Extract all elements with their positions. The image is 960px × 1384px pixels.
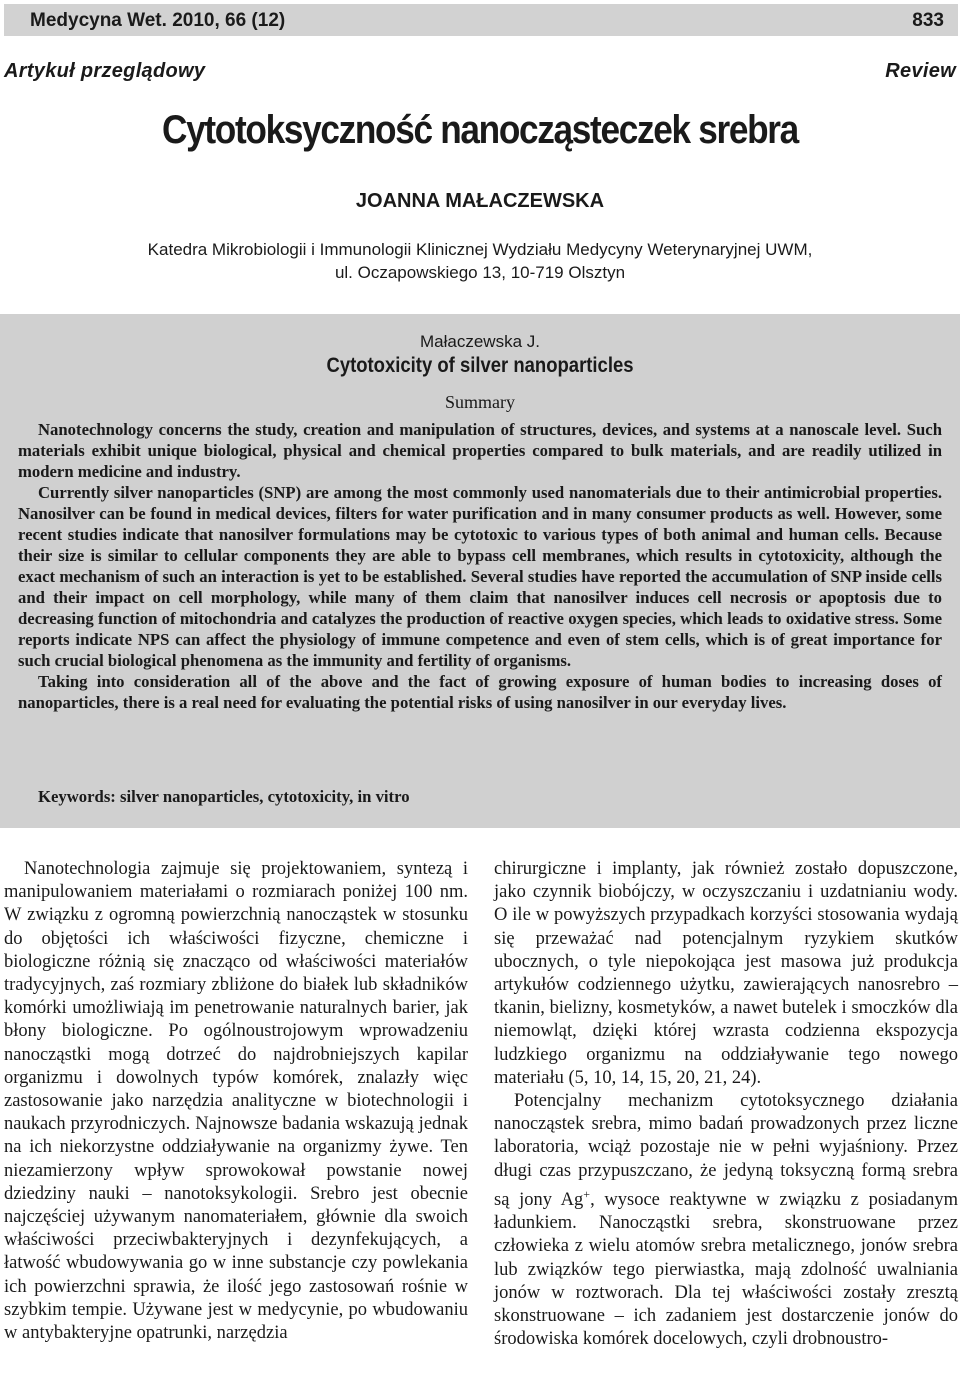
summary-heading: Summary	[445, 392, 515, 412]
journal-citation: Medycyna Wet. 2010, 66 (12)	[30, 10, 286, 31]
body-column-left	[4, 858, 468, 1345]
page-number: 833	[912, 10, 944, 31]
body-paragraph	[494, 1090, 958, 1351]
article-type-pl: Artykuł przeglądowy	[4, 60, 206, 82]
summary-paragraph: Taking into consideration all of the above and the fact of growing exposure of human bodies to increasing doses of nanoparticles, there is a real need for evaluating the potential risks of using nanosilver in our everyday lives.	[18, 672, 942, 712]
summary-paragraph: Currently silver nanoparticles (SNP) are among the most commonly used nanomaterials due to their antimicrobial properties. Nanosilver can be found in medical devices, filters for water purification and in many consumer products as well. However, some recent studies indicate that nanosilver formulations may be cytotoxic to various types of both animal and human cells. Because their size is similar to cellular components they are able to bypass cell membranes, which results in cytotoxicity, although the exact mechanism of such an interaction is yet to be established. Several studies have reported the accumulation of SNP inside cells and their impact on cell morphology, while many of them claim that nanosilver induces cell necrosis or apoptosis due to decreasing function of mitochondria and catalyzes the production of reactive oxygen species, which leads to oxidative stress. Some reports indicate NPS can affect the physiology of immune competence and even of stem cells, which is of great importance for such crucial biological phenomena as the immunity and fertility of organisms.	[18, 483, 942, 670]
body-column-right	[494, 858, 958, 1351]
keywords: Keywords: silver nanoparticles, cytotoxicity, in vitro	[38, 787, 410, 806]
summary-text	[18, 419, 942, 713]
body-paragraph: Nanotechnologia zajmuje się projektowaniem, syntezą i manipulowaniem materiałami o rozmiarach poniżej 100 nm. W związku z ogromną powierzchnią nanocząstek w stosunku do objętości ich właściwości fizyczne, chemiczne i biologiczne różnią się znacząco od właściwości materiałów tradycyjnych, zaś rozmiary zbliżone do białek lub składników komórki umożliwiają im penetrowanie naturalnych barier, jak błony biologiczne. Po ogólnoustrojowym wprowadzeniu nanocząstki mogą dotrzeć do najdrobniejszych kapilar organizmu i dowolnych typów komórek, znalazły więc zastosowanie jako narzędzia analityczne w biotechnologii i naukach przyrodniczych. Najnowsze badania wskazują jednak na ich niekorzystne oddziaływanie na organizmy żywe. Ten niezamierzony wpływ sprowokował powstanie nowej dziedziny nauki – nanotoksykologii. Srebro jest obecnie najczęściej używanym nanomateriałem, głównie dla swoich właściwości przeciwbakteryjnych i dezynfekujących, a łatwość wbudowywania go w inne substancje czy powlekania ich powierzchni sprawia, że ilość jego zastosowań rośnie w szybkim tempie. Używane jest w medycynie, po wbudowaniu w antybakteryjne opatrunki, narzędzia	[4, 859, 468, 1344]
author-name: JOANNA MAŁACZEWSKA	[355, 190, 605, 212]
body-text: Potencjalny mechanizm cytotoksycznego działania nanocząstek srebra, mimo badań prowadzonych przez liczne laboratoria, wciąż pozostaje nie w pełni wyjaśniony. Przez długi czas przypuszczano, że jedyną toksyczną formą srebra są jony Ag	[494, 1091, 958, 1210]
body-text: , wysoce reaktywne w związku z posiadanym ładunkiem. Nanocząstki srebra, skonstruowane przez człowieka z wielu atomów srebra metalicznego, jonów srebra lub związków tego pierwiastka, mają zdolność uwalniania jonów w roztworach. Dla tej właściwości zostały zresztą skonstruowane – ich zadaniem jest dostarczenie jonów do środowiska komórek docelowych, czyli drobnoustro-	[494, 1190, 958, 1350]
summary-author: Małaczewska J.	[420, 332, 540, 351]
affiliation-line-1: Katedra Mikrobiologii i Immunologii Klinicznej Wydziału Medycyny Weterynaryjnej UWM,	[147, 240, 813, 259]
affiliation-line-2: ul. Oczapowskiego 13, 10-719 Olsztyn	[334, 263, 626, 282]
summary-paragraph: Nanotechnology concerns the study, creation and manipulation of structures, devices, and systems at a nanoscale level. Such materials exhibit unique biological, physical and chemical properties compared to bulk materials, and are readily utilized in modern medicine and industry.	[18, 420, 942, 481]
affiliation	[0, 238, 960, 284]
summary-title: Cytotoxicity of silver nanoparticles	[326, 354, 634, 377]
article-title: Cytotoksyczność nanocząsteczek srebra	[162, 108, 798, 152]
superscript: +	[583, 1186, 591, 1201]
article-type-en: Review	[885, 60, 956, 82]
body-paragraph: chirurgiczne i implanty, jak również zostało dopuszczone, jako czynnik biobójczy, w oczyszczaniu i uzdatnianiu wody. O ile w powyższych przypadkach korzyści stosowania wydają się przeważać nad potencjalnym ryzykiem skutków ubocznych, o tyle niepokojąca jest masowa już produkcja artykułów codziennego użytku, zawierających nanosrebro – tkanin, bielizny, kosmetyków, a nawet butelek i smoczków dla niemowląt, dzięki której wzrasta codzienna ekspozycja ludzkiego organizmu na oddziaływanie tego nowego materiału (5, 10, 14, 15, 20, 21, 24).	[494, 859, 958, 1088]
running-header	[4, 4, 958, 36]
